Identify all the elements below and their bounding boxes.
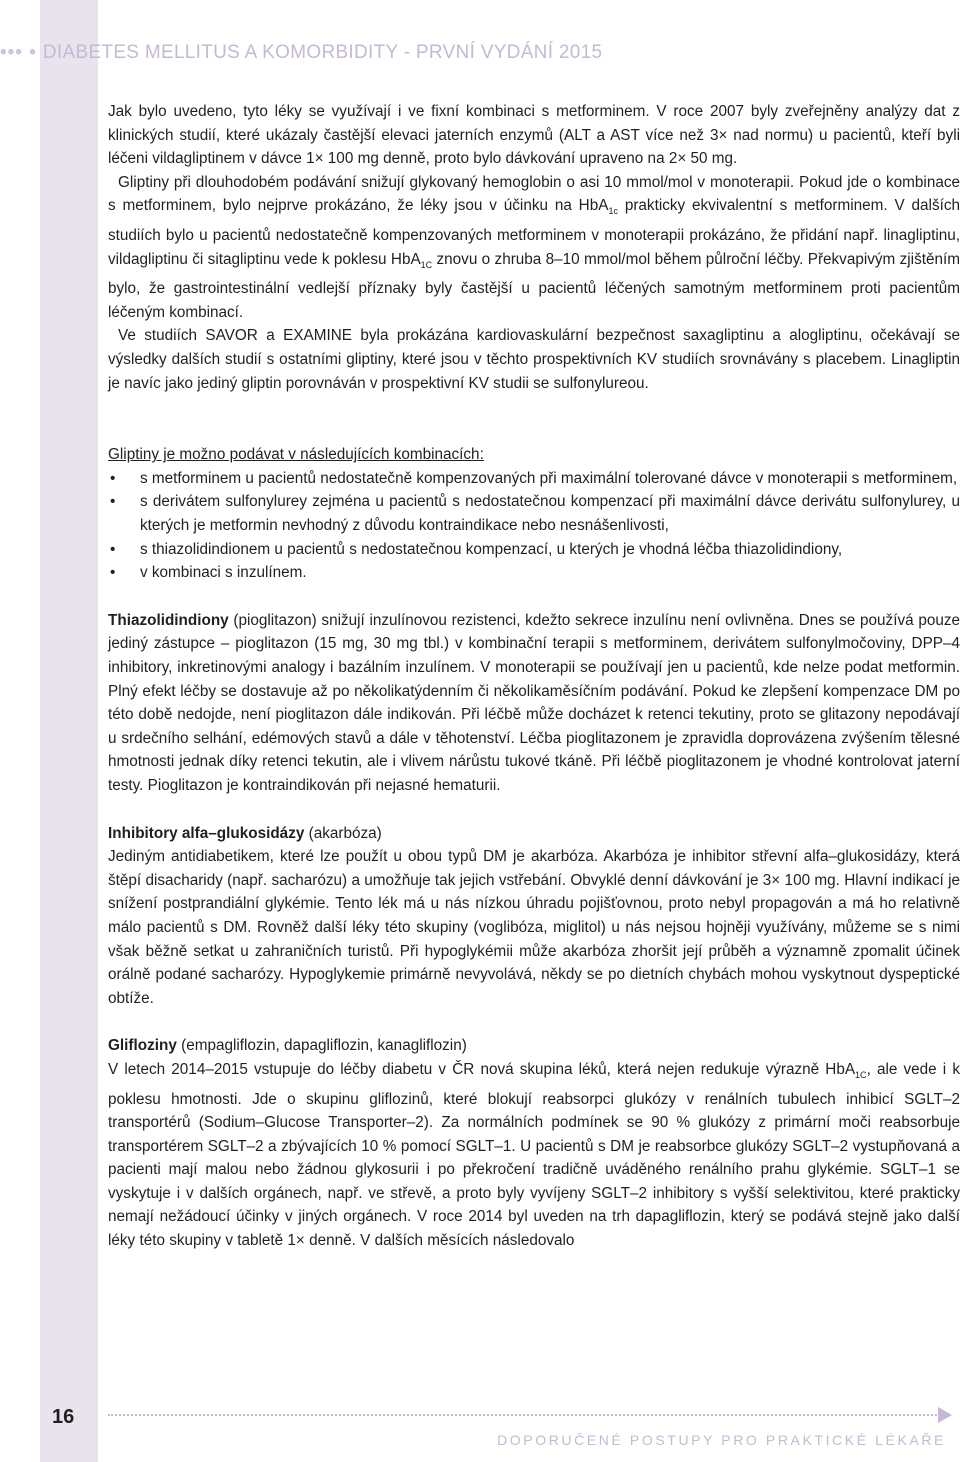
footer-dotted-rule	[108, 1414, 944, 1416]
p2-text-c: znovu o zhruba 8–10 mmol/mol během půlroční léčby. Překvapivým zjištěním bylo, že gastrointestinální vedlejší příznaky byly častější u pacientů léčených samotným metforminem proti pacientům léčeným kombinací.	[108, 250, 960, 321]
main-text	[108, 100, 960, 1253]
arrow-right-icon	[938, 1407, 952, 1423]
combinations-list	[108, 467, 960, 585]
footer-title: DOPORUČENÉ POSTUPY PRO PRAKTICKÉ LÉKAŘE	[497, 1432, 946, 1448]
page-side-band	[40, 0, 98, 1462]
gliflozin-title-b: y	[168, 1037, 177, 1055]
gliflozin-subtitle: (empagliflozin, dapagliflozin, kanagliflozin)	[176, 1037, 467, 1055]
p2-text-b: prakticky ekvivalentní s metforminem. V dalších studiích bylo u pacientů nedostatečně kompenzovaných metforminem v monoterapii prokázáno, že přidání např. linagliptinu, vildagliptinu či sitagliptinu vede k poklesu HbA	[108, 197, 960, 268]
header-title: DIABETES MELLITUS A KOMORBIDITY - PRVNÍ VYDÁNÍ 2015	[42, 42, 603, 63]
gliflozin-text	[108, 1058, 960, 1253]
thiazolidindiony-paragraph	[108, 609, 960, 798]
thiazolidindiony-text: (pioglitazon) snižují inzulínovou rezistenci, kdežto sekrece inzulínu není ovlivněna. Dnes se používá pouze jediný zástupce – pioglitazon (15 mg, 30 mg tbl.) v kombinační terapii s metforminem, derivátem sulfonylmočoviny, DPP–4 inhibitory, inkretinovými analogy i bazálním inzulínem. V monoterapii se používají jen u pacientů, kde nelze podat metformin. Plný efekt léčby se dostavuje až po několikatýdenním či několikaměsíčním podávání. Pokud ke zlepšení kompenzace DM po této době nedojde, není pioglitazon dále indikován. Při léčbě může docházet k retenci tekutiny, proto se glitazony nepodávají u srdečního selhání, edémových stavů a dále v těhotenství. Léčba pioglitazonem je zpravidla doprovázena zvýšením tělesné hmotnosti jednak díky retenci tekutin, ale i vlivem nárůstu tukové tkáně. Při léčbě pioglitazonem je vhodné kontrolovat jaterní testy. Pioglitazon je kontraindikován při nejasné hematurii.	[108, 611, 960, 794]
gliflozin-text-a: V letech 2014–2015 vstupuje do léčby diabetu v ČR nová skupina léků, která nejen redukuje výrazně HbA	[108, 1060, 856, 1078]
list-item: • s thiazolidindionem u pacientů s nedostatečnou kompenzací, u kterých je vhodná léčba thiazolidindiony,	[108, 538, 960, 562]
p2-subscript-2: 1C	[420, 259, 433, 270]
p2-text-a: Gliptiny při dlouhodobém podávání snižují glykovaný hemoglobin o asi 10 mmol/mol v monoterapii. Pokud jde o kombinace s metforminem, bylo nejprve prokázáno, že léky jsou v účinku na HbA	[108, 173, 960, 215]
thiazolidindiony-title: Thiazolidindiony	[108, 611, 229, 629]
p2-subscript-1: 1c	[608, 206, 618, 217]
list-item: • v kombinaci s inzulínem.	[108, 561, 960, 585]
gliflozin-heading	[108, 1034, 960, 1058]
list-item: • s derivátem sulfonylurey zejména u pacientů s nedostatečnou kompenzací při maximální dávce derivátu sulfonylurey, u kterých je metformin nevhodný z důvodu kontraindikace nebo nesnášenlivosti,	[108, 490, 960, 537]
inhibitory-title: Inhibitory alfa–glukosidázy	[108, 824, 305, 842]
gliflozin-title	[108, 1037, 177, 1054]
inhibitory-text: Jediným antidiabetikem, které lze použít u obou typů DM je akarbóza. Akarbóza je inhibitor střevní alfa–glukosidázy, která štěpí disacharidy (např. sacharózu) a umožňuje tak jejich vstřebání. Obvyklé denní dávkování je 3× 100 mg. Hlavní indikací je snížení postprandiální glykémie. Tento lék má u nás nízkou úhradu pojišťovnou, proto nebyl propagován a má ho relativně málo pacientů s DM. Rovněž další léky této skupiny (voglibóza, miglitol) u nás nejsou hojněji využívány, můžeme se s nimi však běžně setkat u zahraničních turistů. Při hypoglykémii může akarbóza zhoršit její průběh a významně zpomalit účinek orálně podané sacharózy. Hypoglykemie primárně nevyvolává, někdy se po dietních chybách mohou vyskytnout dyspeptické obtíže.	[108, 848, 960, 1007]
gliflozin-text-b: , ale vede i k poklesu hmotnosti. Jde o skupinu gliflozinů, které blokují reabsorpci glukózy v renálních tubulech inhibicí SGLT–2 transportérů (Sodium–Glucose Transporter–2). Za normálních podmínek se 90 % glukózy z primární moči reabsorbuje transportérem SGLT–2 a zbývajících 10 % pomocí SGLT–1. U pacientů s DM je reabsorbce glukózy SGLT–2 vystupňovaná a pacienti mají malou nebo žádnou glykosurii i po překročení tradičně uváděného renálního prahu glykémie. SGLT–1 se vyskytuje i v dalších orgánech, např. ve střevě, a proto byly vyvíjeny SGLT–2 inhibitory s vyšší selektivitou, které prakticky nemají nežádoucí účinky v jiných orgánech. V roce 2014 byl uveden na trh dapagliflozin, který se podává stejně jako další léky této skupiny v tabletě 1× denně. V dalších měsících následovalo	[108, 1060, 960, 1250]
gliflozin-subscript: 1C	[855, 1069, 867, 1080]
combinations-heading: Gliptiny je možno podávat v následujících kombinacích:	[108, 446, 484, 464]
list-item: • s metforminem u pacientů nedostatečně kompenzovaných při maximální tolerované dávce v monoterapii s metforminem,	[108, 467, 960, 491]
header-dots: ••• •	[0, 42, 37, 63]
page-number: 16	[52, 1406, 75, 1428]
gliflozin-title-a: Gliflozin	[108, 1037, 169, 1055]
intro-paragraph-3: Ve studiích SAVOR a EXAMINE byla prokázána kardiovaskulární bezpečnost saxagliptinu a alogliptinu, očekávají se výsledky dalších studií s ostatními gliptiny, které jsou v těchto prospektivních KV studiích srovnávány s placebem. Linagliptin je navíc jako jediný gliptin porovnáván v prospektivní KV studii se sulfonylureou.	[108, 327, 960, 392]
inhibitory-subtitle: (akarbóza)	[304, 824, 382, 842]
inhibitory-heading	[108, 822, 960, 846]
intro-paragraph-1: Jak bylo uvedeno, tyto léky se využívají i ve fixní kombinaci s metforminem. V roce 2007 byly zveřejněny analýzy dat z klinických studií, které ukázaly častější elevaci jaterních enzymů (ALT a AST více než 3× nad normu) u pacientů, kteří byli léčeni vildagliptinem v dávce 1× 100 mg denně, proto bylo dávkování upraveno na 2× 50 mg.	[108, 103, 960, 168]
running-header	[0, 42, 602, 72]
intro-paragraph-2	[108, 171, 960, 325]
